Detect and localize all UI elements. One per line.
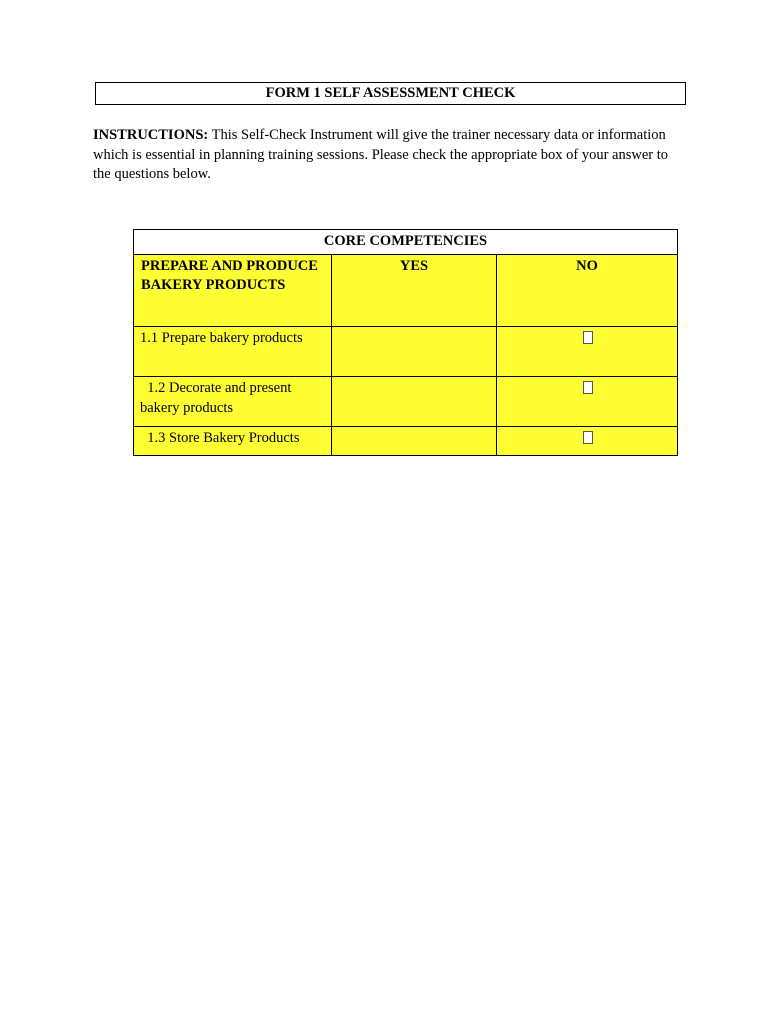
yes-column-header: YES xyxy=(332,255,497,327)
core-competencies-table xyxy=(133,229,678,456)
table-header: CORE COMPETENCIES xyxy=(134,230,678,255)
instructions-text: This Self-Check Instrument will give the trainer necessary data or information which is essential in planning training sessions. Please check the appropriate box of your answer to the questions below. xyxy=(93,127,669,183)
checkbox-icon[interactable] xyxy=(583,381,593,394)
yes-answer-cell[interactable] xyxy=(332,427,497,456)
competency-label: 1.2 Decorate and present bakery products xyxy=(134,377,332,427)
no-answer-cell[interactable] xyxy=(497,427,678,456)
form-title: FORM 1 SELF ASSESSMENT CHECK xyxy=(95,82,686,105)
competency-label: 1.3 Store Bakery Products xyxy=(134,427,332,456)
no-column-header: NO xyxy=(497,255,678,327)
no-answer-cell[interactable] xyxy=(497,327,678,377)
table-header-row xyxy=(134,230,678,255)
competency-label: 1.1 Prepare bakery products xyxy=(134,327,332,377)
checkbox-icon[interactable] xyxy=(583,431,593,444)
table-row xyxy=(134,427,678,456)
table-row xyxy=(134,377,678,427)
yes-answer-cell[interactable] xyxy=(332,377,497,427)
checkbox-icon[interactable] xyxy=(583,331,593,344)
table-row xyxy=(134,327,678,377)
instructions-lead: INSTRUCTIONS: xyxy=(93,127,209,143)
column-header-row xyxy=(134,255,678,327)
competency-group-label: PREPARE AND PRODUCE BAKERY PRODUCTS xyxy=(134,255,332,327)
instructions-paragraph xyxy=(93,126,685,185)
no-answer-cell[interactable] xyxy=(497,377,678,427)
yes-answer-cell[interactable] xyxy=(332,327,497,377)
